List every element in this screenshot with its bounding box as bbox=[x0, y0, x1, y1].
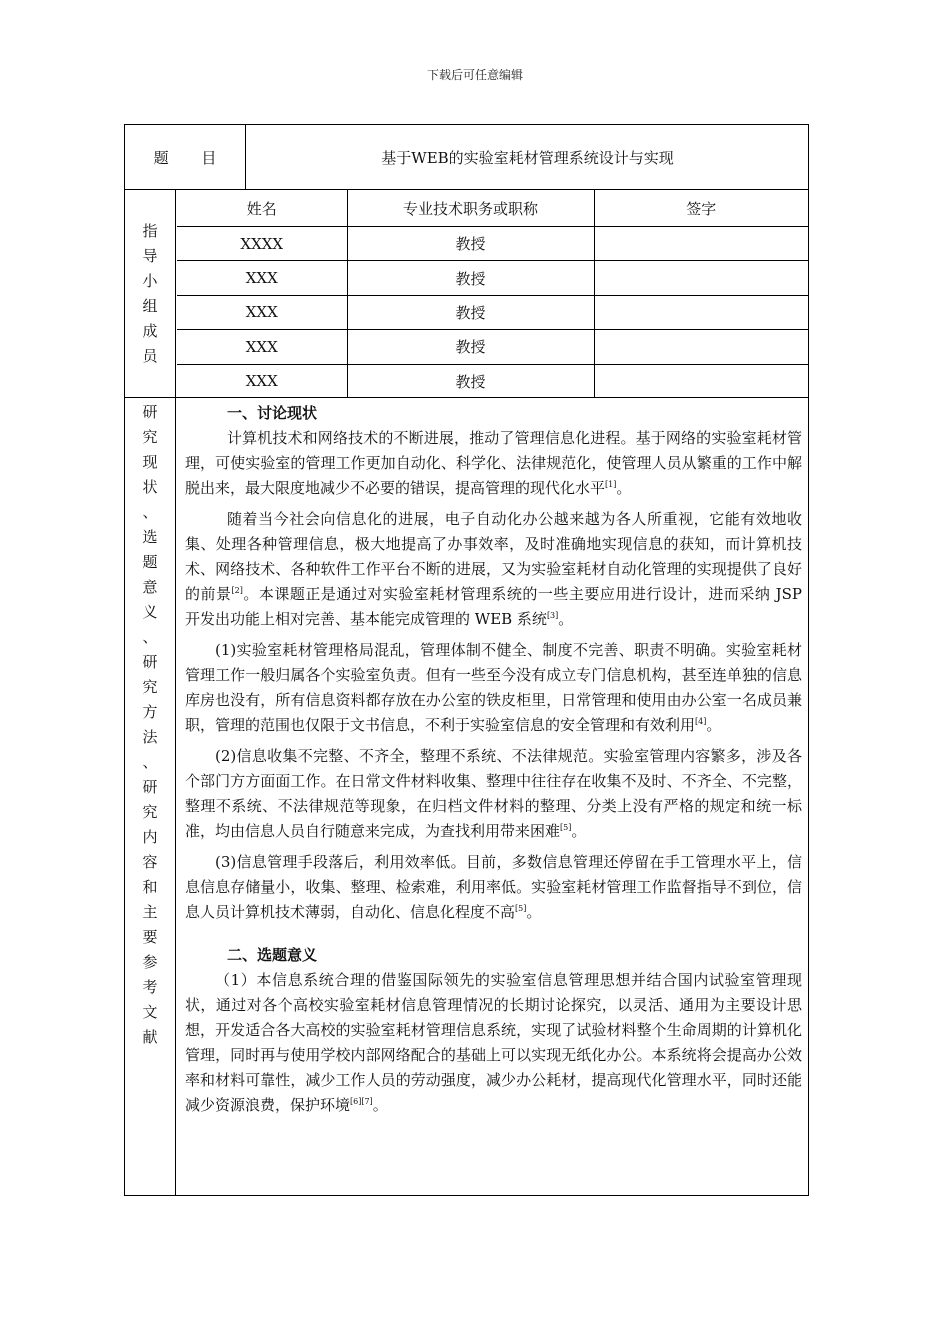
paragraph-text: 。本课题正是通过对实验室耗材管理系统的一些主要应用进行设计，进而采纳 JSP 开发出功能上相对完善、基本能完成管理的 WEB 系统 bbox=[185, 585, 802, 628]
paragraph-text: 随着当今社会向信息化的进展，电子自动化办公越来越为各人所重视，它能有效地收集、处理各种管理信息，极大地提高了办事效率，及时准确地实现信息的获知，而计算机技术、网络技术、各种软件工作平台不断的进展，又为实验室耗材自动化管理的实现提供了良好的前景 bbox=[185, 510, 802, 603]
paragraph bbox=[185, 638, 802, 738]
group-label-char: 员 bbox=[142, 346, 158, 365]
content-label-char: 题 bbox=[142, 553, 158, 571]
citation: [3] bbox=[546, 611, 559, 620]
page-header-note: 下载后可任意编辑 bbox=[426, 68, 523, 82]
member-name: XXX bbox=[177, 330, 347, 364]
content-label-char: 内 bbox=[142, 828, 158, 846]
content-label-char: 方 bbox=[142, 703, 158, 721]
content-label-char: 文 bbox=[142, 1003, 158, 1021]
paragraph bbox=[185, 426, 802, 501]
citation: [5] bbox=[515, 904, 527, 913]
content-label-char: 、 bbox=[142, 753, 158, 771]
paragraph-text: (3)信息管理手段落后，利用效率低。目前，多数信息管理还停留在手工管理水平上，信息信息存储量小，收集、整理、检索难，利用率低。实验室耗材管理工作监督指导不到位，信息人员计算机技术薄弱，自动化、信息化程度不高 bbox=[185, 853, 802, 921]
content-label-char: 献 bbox=[142, 1028, 158, 1046]
paragraph-text: (2)信息收集不完整、不齐全，整理不系统、不法律规范。实验室管理内容繁多，涉及各个部门方方面面工作。在日常文件材料收集、整理中往往存在收集不及时、不齐全、不完整，整理不系统、不法律规范等现象，在归档文件材料的整理、分类上没有严格的规定和统一标准，均由信息人员自行随意来完成，为查找利用带来困难 bbox=[185, 747, 802, 840]
member-title: 教授 bbox=[347, 364, 594, 398]
column-header-title: 专业技术职务或职称 bbox=[347, 190, 594, 227]
title-value: 基于WEB的实验室耗材管理系统设计与实现 bbox=[381, 148, 674, 167]
table-row bbox=[177, 330, 808, 364]
group-label-char: 小 bbox=[142, 271, 158, 290]
paragraph-text: （1）本信息系统合理的借鉴国际领先的实验室信息管理思想并结合国内试验室管理现状，通过对各个高校实验室耗材信息管理情况的长期讨论探究，以灵活、通用为主要设计思想，开发适合各大高校的实验室耗材管理信息系统，实现了试验材料整个生命周期的计算机化管理，同时再与使用学校内部网络配合的基础上可以实现无纸化办公。本系统将会提高办公效率和材料可靠性，减少工作人员的劳动强度，减少办公耗材，提高现代化管理水平，同时还能减少资源浪费，保护环境 bbox=[185, 971, 802, 1114]
content-label-char: 参 bbox=[142, 953, 158, 971]
paragraph-end: 。 bbox=[616, 479, 632, 497]
table-header-row bbox=[177, 190, 808, 227]
citation: [6][7] bbox=[350, 1097, 373, 1106]
member-signature bbox=[594, 364, 808, 398]
content-label-char: 究 bbox=[142, 678, 158, 696]
content-label-char: 研 bbox=[142, 403, 158, 421]
paragraph-end: 。 bbox=[706, 716, 722, 734]
content-label-char: 究 bbox=[142, 803, 158, 821]
advisor-group-row bbox=[125, 190, 808, 398]
section-heading-status: 一、讨论现状 bbox=[227, 404, 318, 422]
content-label-char: 主 bbox=[142, 903, 158, 921]
content-label-char: 研 bbox=[142, 778, 158, 796]
member-name: XXX bbox=[177, 364, 347, 398]
paragraph-end: 。 bbox=[558, 610, 574, 628]
table-row bbox=[177, 295, 808, 329]
advisor-group-label bbox=[125, 190, 176, 397]
group-label-char: 导 bbox=[142, 246, 158, 265]
table-row bbox=[177, 261, 808, 295]
paragraph bbox=[185, 744, 802, 844]
spacer bbox=[185, 931, 802, 943]
paragraph-end: 。 bbox=[571, 822, 587, 840]
content-label-char: 法 bbox=[142, 728, 158, 746]
content-label-char: 状 bbox=[142, 478, 158, 496]
content-label-char: 和 bbox=[142, 878, 158, 896]
column-header-name: 姓名 bbox=[177, 190, 347, 227]
member-name: XXXX bbox=[177, 227, 347, 261]
content-label-char: 、 bbox=[142, 503, 158, 521]
content-label-char: 容 bbox=[142, 853, 158, 871]
group-label-char: 成 bbox=[142, 321, 158, 340]
group-label-char: 指 bbox=[142, 221, 158, 240]
paragraph bbox=[185, 850, 802, 925]
title-label: 题 目 bbox=[125, 125, 246, 189]
content-label-char: 义 bbox=[142, 603, 158, 621]
paragraph-text: (1)实验室耗材管理格局混乱，管理体制不健全、制度不完善、职责不明确。实验室耗材管理工作一般归属各个实验室负责。但有一些至今没有成立专门信息机构，甚至连单独的信息库房也没有，所有信息资料都存放在办公室的铁皮柜里，日常管理和使用由办公室一名成员兼职，管理的范围也仅限于文书信息，不利于实验室信息的安全管理和有效利用 bbox=[185, 641, 802, 734]
member-signature bbox=[594, 227, 808, 261]
content-label-char: 意 bbox=[142, 578, 158, 596]
advisor-table bbox=[177, 190, 808, 398]
column-header-signature: 签字 bbox=[594, 190, 808, 227]
table-row bbox=[177, 227, 808, 261]
title-row bbox=[125, 125, 808, 190]
content-label-char: 现 bbox=[142, 453, 158, 471]
member-name: XXX bbox=[177, 295, 347, 329]
research-content-body bbox=[185, 401, 802, 1124]
section-heading-significance: 二、选题意义 bbox=[227, 946, 318, 964]
citation: [4] bbox=[695, 717, 707, 726]
paragraph-end: 。 bbox=[372, 1096, 388, 1114]
research-content-label bbox=[125, 398, 176, 1195]
proposal-form bbox=[124, 124, 809, 1196]
member-signature bbox=[594, 261, 808, 295]
citation: [2] bbox=[231, 586, 243, 595]
content-label-char: 、 bbox=[142, 628, 158, 646]
paragraph bbox=[185, 507, 802, 632]
member-title: 教授 bbox=[347, 295, 594, 329]
research-content-row bbox=[125, 398, 808, 1195]
content-label-char: 选 bbox=[142, 528, 158, 546]
content-label-char: 研 bbox=[142, 653, 158, 671]
member-title: 教授 bbox=[347, 227, 594, 261]
content-label-char: 考 bbox=[142, 978, 158, 996]
member-signature bbox=[594, 295, 808, 329]
member-signature bbox=[594, 330, 808, 364]
table-row bbox=[177, 364, 808, 398]
member-title: 教授 bbox=[347, 261, 594, 295]
citation: [5] bbox=[560, 823, 572, 832]
member-name: XXX bbox=[177, 261, 347, 295]
member-title: 教授 bbox=[347, 330, 594, 364]
paragraph bbox=[185, 968, 802, 1118]
group-label-char: 组 bbox=[142, 296, 158, 315]
paragraph-end: 。 bbox=[526, 903, 542, 921]
paragraph-text: 计算机技术和网络技术的不断进展，推动了管理信息化进程。基于网络的实验室耗材管理，可使实验室的管理工作更加自动化、科学化、法律规范化，使管理人员从繁重的工作中解脱出来，最大限度地减少不必要的错误，提高管理的现代化水平 bbox=[185, 429, 802, 497]
content-label-char: 要 bbox=[142, 928, 158, 946]
content-label-char: 究 bbox=[142, 428, 158, 446]
citation: [1] bbox=[605, 480, 617, 489]
